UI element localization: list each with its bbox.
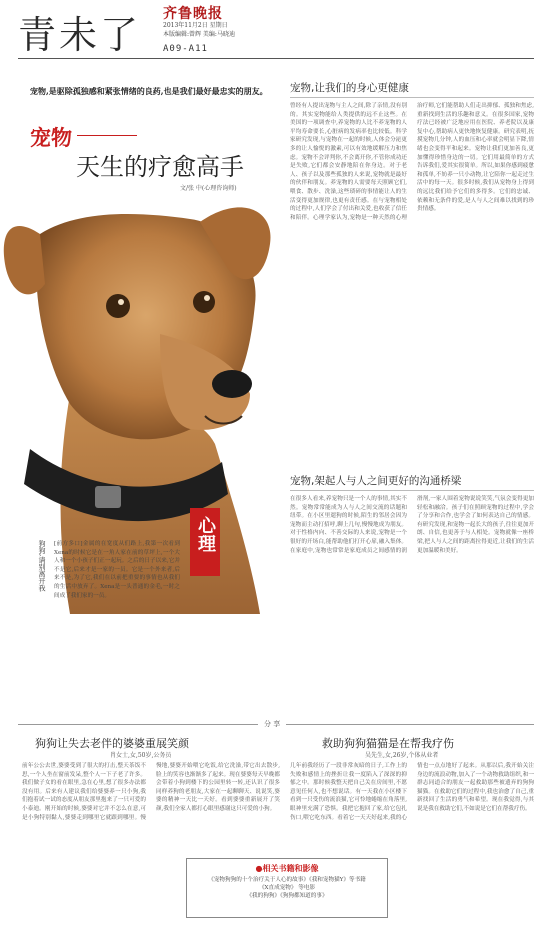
collar-buckle <box>95 486 121 508</box>
feature-headline: 天生的疗愈高手 <box>76 153 244 181</box>
masthead-rule <box>18 58 534 59</box>
related-media-line-3: 《我的狗狗》《狗狗都知道的事》 <box>246 893 328 899</box>
story-body-grandma: 前年公公去世,婆婆受到了很大的打击,整天茶饭不思,一个人坐在窗前发呆,整个人一下子老了许多。我们做子女的看在眼里,急在心里,想了很多办法都没有用。后来有人建议我们给婆婆养一只小狗,我们抱着试一试的态度从朋友那里抱来了一只可爱的小泰迪。刚开始的时候,婆婆对它并不怎么在意,可是小狗特别黏人,婆婆走到哪里它就跟到哪里。慢慢地,婆婆开始喂它吃饭,给它洗澡,带它出去散步,脸上的笑容也渐渐多了起来。现在婆婆每天早晚都会带着小狗到楼下的公园里转一转,还认识了很多同样养狗的老朋友,大家在一起聊聊天、说说笑,婆婆的精神一天比一天好。看到婆婆重新展开了笑颜,我们全家人都打心眼里感谢这只可爱的小狗。 <box>22 763 280 821</box>
issue-editors: 本版编辑:曾辉 美编:马晓迪 <box>163 30 235 38</box>
related-media-line-2: 《X直成宠物》 等电影 <box>258 885 316 891</box>
issue-date: 2013年11月2日 星期日 <box>163 22 228 29</box>
dog-left-eye <box>106 294 130 318</box>
related-media-title: ●相关书籍和影像 <box>255 863 319 873</box>
dog-side-caption: 狗狗,请别离开我 <box>38 540 46 592</box>
dog-right-eye <box>193 291 215 313</box>
related-media-line-1: 《宠物狗狗的十个治疗关于人心的故事》《我和宠物猫Y》等书籍 <box>208 877 366 883</box>
psychology-badge <box>190 508 220 576</box>
caption-body: [前方多口]金属的在宽度从们路上,我第一次看到Xena的时候它是在一角人家在前的草坪上,一个大人和一个小孩子们正一起玩。之后的日子以来,它并不是它,后来才是一家的一员。它是一个外来者,后来不是,为了它,我们在以前把重要的事情也从我们的生活中放弃了。Xena是一头普通的金毛,一时之间成了我们家的一员。 <box>54 541 180 599</box>
issue-info <box>163 22 273 39</box>
article-body-health: 曾经有人提出宠物与主人之间,除了亲情,没有别的。其实宠物能给人类提供的远不止这些。在美国的一项调查中,养宠物的人比不养宠物的人平均寿命要长,心脏病的发病率也比较低。科学家研究发现,与宠物在一起的时候,人体会分泌更多的让人愉悦的激素,可以有效地缓解压力和焦虑。宠物不会评判你,不会离开你,不管你成功还是失败,它们都会安静地陪在你身边。对于老人、孩子以及那些孤独的人来说,宠物就是最好的伙伴和朋友。养宠物的人需要每天照顾它们,喂食、散步、洗澡,这些琐碎的事情能让人的生活变得更加规律,也更有责任感。在与宠物相处的过程中,人们学会了付出和关爱,也收获了信任和陪伴。心理学家认为,宠物是一种天然的心理治疗师,它们能帮助人们走出抑郁、孤独和焦虑,重新找到生活的乐趣和意义。在很多国家,宠物疗法已经被广泛地应用在医院、养老院以及康复中心,帮助病人更快地恢复健康。研究表明,抚摸宠物几分钟,人的血压和心率就会明显下降,情绪也会变得平和起来。宠物让我们更加善良,更加懂得珍惜身边的一切。它们用最简单的方式告诉我们,爱其实很简单。所以,如果你感到疲惫和孤单,不妨养一只小动物,让它陪你一起走过生活中的每一天。很多时候,我们从宠物身上得到的远比我们给予它们的多得多。它们的忠诚、依赖和无条件的爱,是人与人之间难以找到的珍贵情感。 <box>290 103 534 221</box>
dog-nose <box>212 370 252 398</box>
title-underline <box>290 97 534 98</box>
story-byline-rescue: 吴先生,女,26岁,个体从业者 <box>365 752 439 759</box>
share-divider-label: 分 享 <box>258 719 286 729</box>
lead-paragraph: 宠物,是驱除孤独感和紧张情绪的良药,也是我们最好最忠实的朋友。 <box>30 86 268 96</box>
feature-kicker: 宠物 <box>30 126 72 150</box>
title-underline-2 <box>290 490 534 491</box>
badge-label: 心理 <box>195 516 216 552</box>
kicker-dash <box>77 135 137 136</box>
section-title: 青未了 <box>18 13 142 57</box>
related-media-box <box>186 858 388 918</box>
article-body-bridge: 在很多人看来,养宠物只是一个人的事情,其实不然。宠物常常能成为人与人之间交流的话题和纽带。在小区里遛狗的时候,陌生的邻居会因为宠物而主动打招呼,聊上几句,慢慢地成为朋友。对于性格内向、不善交际的人来说,宠物是一个很好的开场白,能帮助他们打开心扉,融入集体。在家庭中,宠物也常常是家庭成员之间感情的润滑剂,一家人围着宠物说说笑笑,气氛会变得更加轻松和融洽。孩子们在照顾宠物的过程中,学会了分享和合作,也学会了如何表达自己的情感。有研究发现,和宠物一起长大的孩子,往往更加开朗、自信,也更善于与人相处。宠物就像一座桥梁,把人与人之间的距离拉得更近,让我们的生活更加温暖和美好。 <box>290 496 534 554</box>
story-byline-grandma: 肖女士,女,50岁,公务员 <box>110 752 172 759</box>
article-title-health: 宠物,让我们的身心更健康 <box>290 82 409 94</box>
story-title-rescue: 救助狗狗猫猫是在帮我疗伤 <box>322 737 454 750</box>
dog-left-ear <box>4 226 45 294</box>
newspaper-logo: 齐鲁晚报 <box>163 6 223 22</box>
article-title-bridge: 宠物,架起人与人之间更好的沟通桥梁 <box>290 475 462 487</box>
story-body-rescue: 几年前我经历了一段非常灰暗的日子,工作上的失败和感情上的挫折让我一度陷入了深深的抑郁之中。那时候我整天把自己关在房间里,不愿意见任何人,也不想说话。有一天我在小区楼下看到一只受伤的流浪猫,它可怜地蜷缩在角落里,眼神里充满了恐惧。我把它抱回了家,给它包扎伤口,喂它吃东西。看着它一天天好起来,我的心情也一点点地好了起来。从那以后,我开始关注身边的流浪动物,加入了一个动物救助组织,和一群志同道合的朋友一起救助那些被遗弃的狗狗猫猫。在救助它们的过程中,我也治愈了自己,重新找回了生活的勇气和希望。现在我觉得,与其说是我在救助它们,不如说是它们在帮我疗伤。 <box>290 763 534 821</box>
page-range: A09-A11 <box>163 44 208 54</box>
story-title-grandma: 狗狗让失去老伴的婆婆重展笑颜 <box>35 737 189 750</box>
feature-byline: 文/张 中(心理咨询师) <box>180 185 237 192</box>
